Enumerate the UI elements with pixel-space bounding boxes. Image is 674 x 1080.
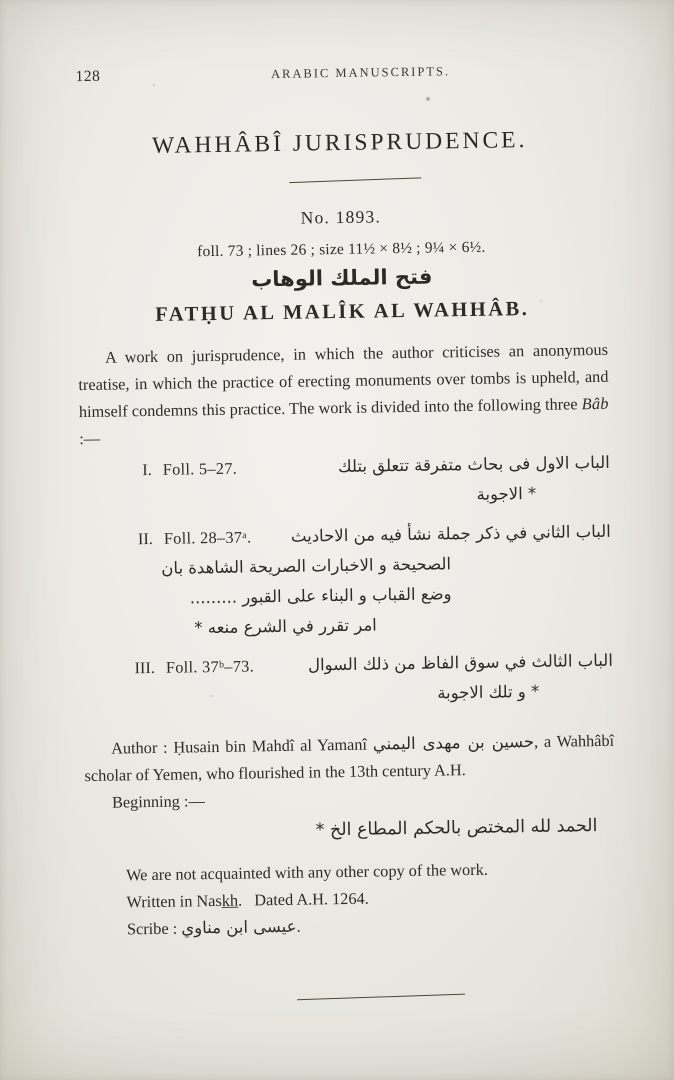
section-title: WAHHÂBÎ JURISPRUDENCE.: [151, 127, 528, 159]
scribe-period: .: [296, 916, 301, 936]
roman-numeral: I.: [142, 460, 152, 480]
entry-number: No. 1893.: [300, 206, 382, 229]
scribe-name-arabic: عيسى ابن مناوي: [181, 916, 297, 938]
separator-rule-bottom: [297, 994, 465, 1001]
content-item-1: [80, 448, 611, 516]
author-label: Author :: [111, 738, 174, 759]
folio-range: Foll. 28–37ᵃ.: [163, 527, 252, 549]
page-header: [73, 60, 603, 88]
beginning-arabic-line: الحمد لله المختص بالحكم المطاع الخ *: [315, 815, 598, 841]
folio-range: Foll. 37ᵇ–73.: [165, 656, 255, 678]
page-number: 128: [75, 67, 101, 86]
note-line: We are not acquainted with any other copy of the work.: [125, 859, 488, 885]
separator-rule-top: [289, 177, 421, 183]
paper-specks: [0, 0, 2, 2]
content-item-2: [81, 517, 613, 645]
arabic-text-line: الباب الثاني في ذكر جملة نشأ فيه من الاحاديث: [290, 522, 611, 547]
bab-term: Bâb: [581, 394, 609, 414]
contents-list: [80, 448, 614, 714]
beginning-label: Beginning :—: [111, 791, 205, 813]
arabic-text-line: * الاجوبة: [476, 484, 537, 505]
content-item-3: [83, 646, 614, 714]
roman-numeral: III.: [134, 658, 156, 678]
arabic-text-line: الباب الاول فى بحاث متفرقة تتعلق بتلك: [337, 453, 610, 477]
arabic-text-line: امر تقرر في الشرع منعه *: [194, 615, 377, 638]
roman-numeral: II.: [137, 529, 154, 549]
page-content: [72, 0, 618, 1002]
arabic-text-line: * و تلك الاجوبة: [437, 682, 540, 703]
closing-notes: [126, 854, 617, 943]
transliterated-title: FATḤU AL MALÎK AL WAHHÂB.: [155, 298, 530, 327]
collation-line: foll. 73 ; lines 26 ; size 11½ × 8½ ; 9¼ × 6½.: [197, 239, 486, 261]
author-paragraph: [84, 728, 615, 789]
arabic-text-line: الباب الثالث في سوق الفاظ من ذلك السوال: [307, 651, 613, 675]
author-rest: , a Wahhâbî scholar of Yemen, who flourished in the 13th century A.H.: [84, 731, 615, 785]
author-name-latin: Ḥusain bin Mahdî al Yamanî: [173, 734, 373, 758]
description-lead: A work on jurisprudence, in which the author criticises an anonymous treatise, in which the practice of erecting monuments over tombs is upheld, and himself condemns this practice. The work is divided into the following three: [78, 340, 609, 422]
scribe-label: Scribe :: [126, 918, 182, 939]
author-name-arabic: حسين بن مهدى اليمني: [372, 732, 535, 754]
folio-range: Foll. 5–27.: [162, 459, 238, 480]
arabic-title: فتح الملك الوهاب: [251, 264, 433, 292]
running-head: ARABIC MANUSCRIPTS.: [270, 64, 451, 82]
arabic-text-line: وضع القباب و البناء على القبور .........: [189, 584, 452, 608]
description-tail: :—: [79, 429, 101, 449]
script-date-line: Written in Nask̲h̲. Dated A.H. 1264.: [126, 888, 369, 912]
description-paragraph: [78, 336, 610, 452]
arabic-text-line: الصحيحة و الاخبارات الصريحة الشاهدة بان: [161, 554, 452, 579]
